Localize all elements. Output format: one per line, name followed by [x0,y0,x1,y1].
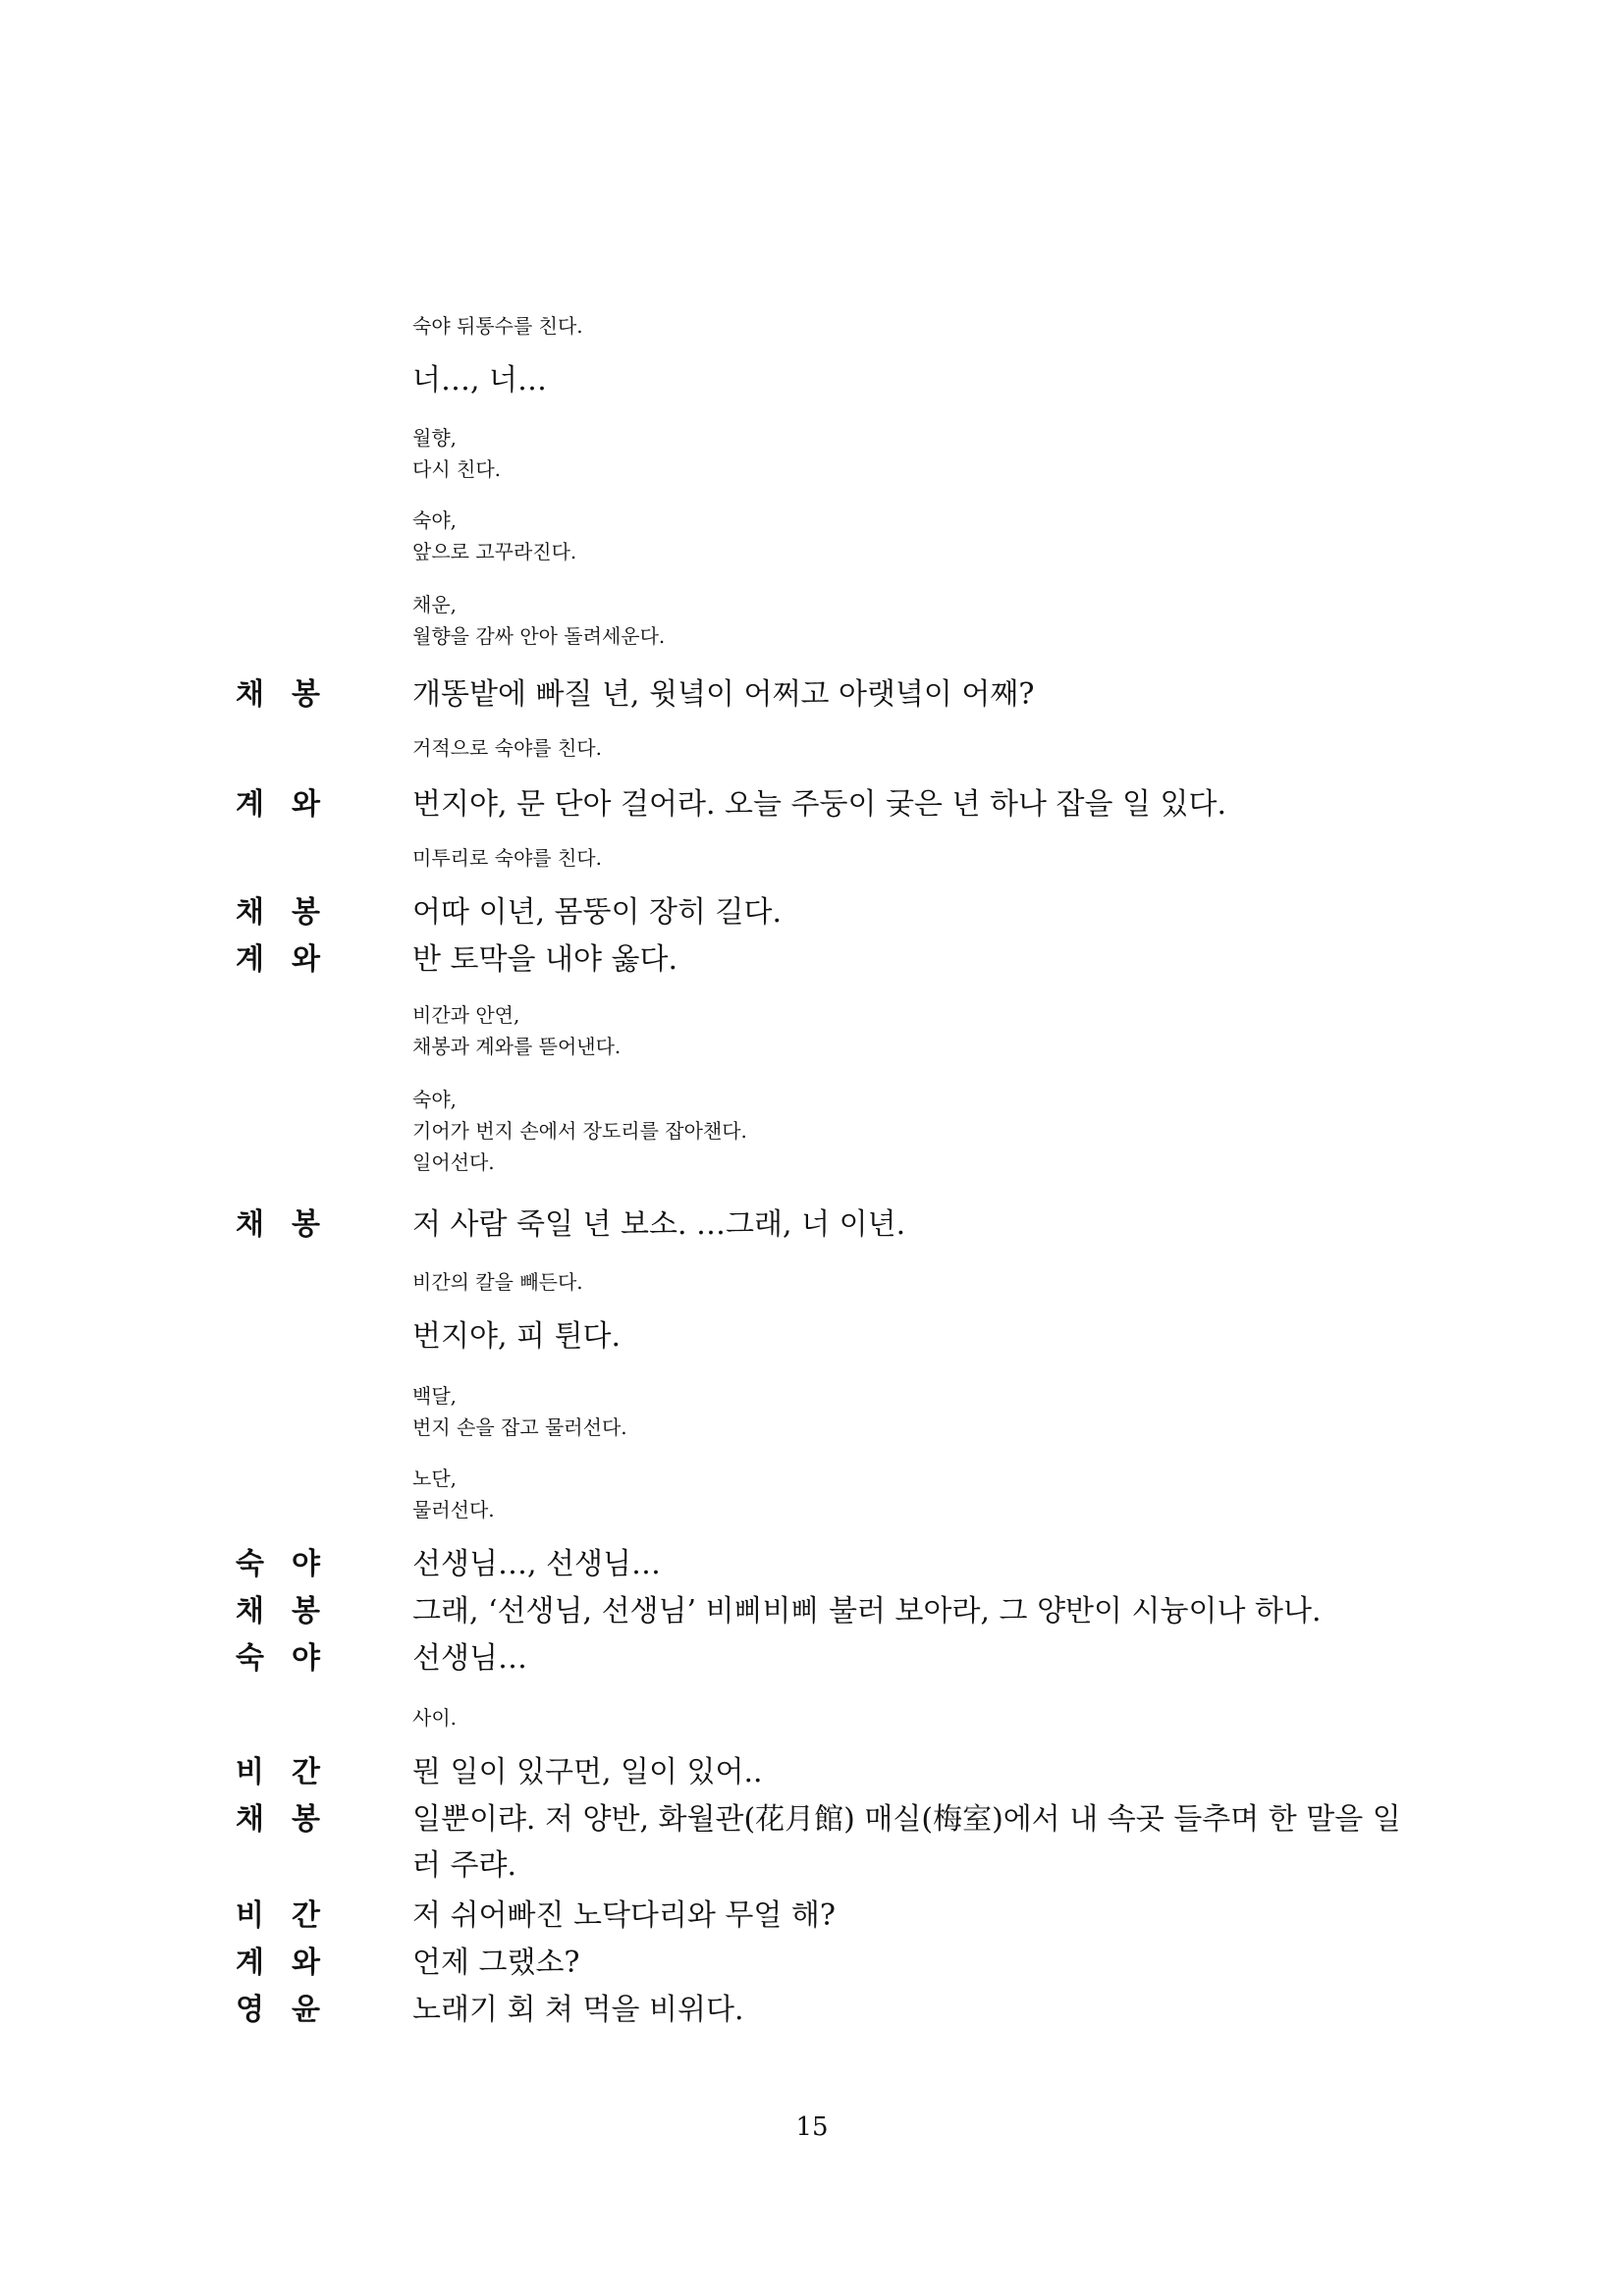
speaker-name: 채봉 [236,1594,348,1629]
stage-direction: 거적으로 숙야를 친다. [412,736,602,760]
dialogue-line: 번지야, 문 단아 걸어라. 오늘 주둥이 궂은 년 하나 잡을 일 있다. [412,787,1227,822]
speaker-name: 비간 [236,1898,348,1933]
stage-direction: 기어가 번지 손에서 장도리를 잡아챈다. [412,1119,747,1143]
stage-direction-character: 백달, [412,1384,457,1408]
dialogue-line: 어따 이년, 몸뚱이 장히 길다. [412,895,782,930]
speaker-name: 영윤 [236,1993,348,2027]
stage-direction: 채봉과 계와를 뜯어낸다. [412,1035,622,1058]
dialogue-line: 선생님…, 선생님… [412,1547,661,1581]
stage-direction-character: 월향, [412,426,457,450]
stage-direction: 다시 친다. [412,457,501,481]
speaker-name: 채봉 [236,1207,348,1242]
stage-direction-character: 채운, [412,593,457,616]
stage-direction: 번지 손을 잡고 물러선다. [412,1415,627,1439]
dialogue-line: 그래, ‘선생님, 선생님’ 비삐비삐 불러 보아라, 그 양반이 시늉이나 하나. [412,1594,1322,1629]
speaker-name: 계와 [236,1946,348,1980]
dialogue-line: 뭔 일이 있구먼, 일이 있어.. [412,1755,763,1789]
stage-direction-character: 숙야, [412,1088,457,1111]
speaker-name: 채봉 [236,895,348,930]
stage-direction: 미투리로 숙야를 친다. [412,846,602,870]
stage-direction: 비간의 칼을 빼든다. [412,1270,583,1294]
dialogue-line: 선생님… [412,1641,527,1676]
stage-direction: 일어선다. [412,1150,495,1174]
speaker-name: 숙야 [236,1641,348,1676]
stage-direction: 월향을 감싸 안아 돌려세운다. [412,624,666,648]
speaker-name: 숙야 [236,1547,348,1581]
page-number: 15 [795,2112,829,2142]
dialogue-continuation: 번지야, 피 튄다. [412,1319,622,1354]
dialogue-continuation: 너…, 너… [412,363,548,398]
stage-direction-character: 비간과 안연, [412,1003,520,1027]
dialogue-line: 저 사람 죽일 년 보소. …그래, 너 이년. [412,1207,906,1242]
speaker-name: 비간 [236,1755,348,1789]
speaker-name: 계와 [236,942,348,977]
dialogue-line: 개똥밭에 빠질 년, 윗녘이 어쩌고 아랫녘이 어째? [412,677,1035,712]
stage-direction: 앞으로 고꾸라진다. [412,540,577,563]
dialogue-line: 반 토막을 내야 옳다. [412,942,677,977]
speaker-name: 채봉 [236,677,348,712]
stage-direction-character: 노단, [412,1467,457,1490]
stage-direction: 물러선다. [412,1498,495,1522]
speaker-name: 채봉 [236,1802,348,1837]
dialogue-line: 언제 그랬소? [412,1946,580,1980]
dialogue-line: 노래기 회 쳐 먹을 비위다. [412,1993,744,2027]
dialogue-line: 저 쉬어빠진 노닥다리와 무얼 해? [412,1898,836,1933]
stage-direction: 사이. [412,1706,457,1730]
stage-direction-character: 숙야, [412,508,457,532]
dialogue-line: 일뿐이랴. 저 양반, 화월관(花月館) 매실(梅室)에서 내 속곳 들추며 한 말을 일러 주랴. [412,1802,1401,1883]
speaker-name: 계와 [236,787,348,822]
stage-direction: 숙야 뒤통수를 친다. [412,314,583,338]
